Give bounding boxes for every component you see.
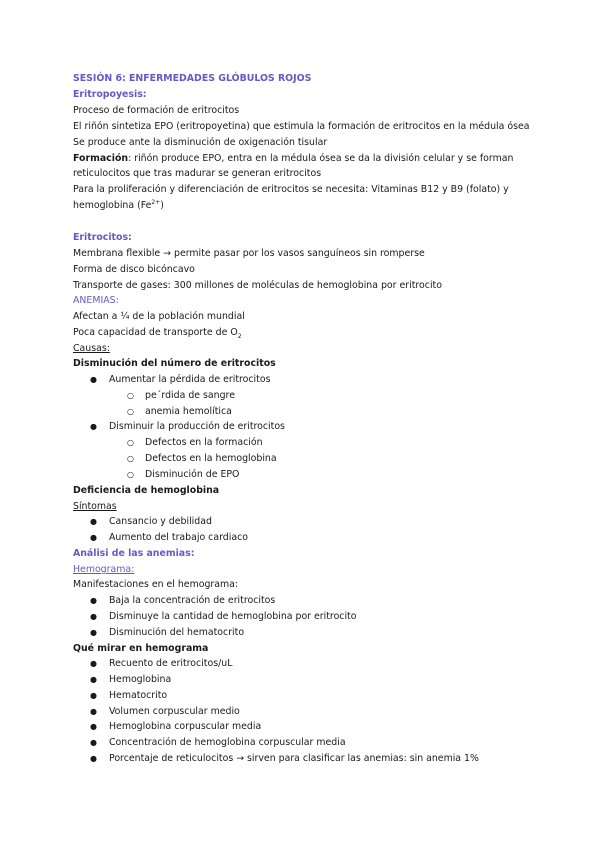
heading-anemias: ANEMIAS: — [73, 295, 119, 306]
heading-eritrocitos: Eritrocitos: — [73, 232, 132, 243]
list-item: pe´rdida de sangre — [145, 390, 235, 401]
text-line: Manifestaciones en el hemograma: — [73, 579, 239, 590]
list-item: Disminuir la producción de eritrocitos — [109, 421, 285, 432]
list-item: Defectos en la hemoglobina — [145, 453, 277, 464]
circle-bullet-icon: ○ — [127, 454, 134, 463]
circle-bullet-icon: ○ — [127, 470, 134, 479]
text-line: Membrana flexible → permite pasar por los vasos sanguíneos sin romperse — [73, 248, 425, 259]
list-item: Hematocrito — [109, 690, 168, 701]
heading-eritropoyesis: Eritropoyesis: — [73, 89, 147, 100]
bullet-icon: ● — [90, 659, 97, 668]
deficiencia-heading: Deficiencia de hemoglobina — [73, 485, 220, 496]
list-item: Aumentar la pérdida de eritrocitos — [109, 374, 271, 385]
bullet-icon: ● — [90, 707, 97, 716]
text-line — [73, 327, 242, 339]
text-line: Transporte de gases: 300 millones de moléculas de hemoglobina por eritrocito — [73, 280, 442, 291]
text-part: ) — [160, 200, 164, 211]
list-item: Aumento del trabajo cardiaco — [109, 532, 248, 543]
text-line: Forma de disco bicóncavo — [73, 264, 195, 275]
list-item: Cansancio y debilidad — [109, 516, 212, 527]
text-line: reticulocitos que tras madurar se generan eritrocitos — [73, 168, 322, 179]
sintomas-label: Síntomas — [73, 501, 117, 512]
list-item: Baja la concentración de eritrocitos — [109, 595, 276, 606]
subscript: 2 — [237, 332, 242, 340]
list-item: Concentración de hemoglobina corpuscular media — [109, 737, 346, 748]
heading-hemograma: Hemograma: — [73, 564, 135, 575]
text-line: Para la proliferación y diferenciación de eritrocitos se necesita: Vitaminas B12 y B9 (folato) y — [73, 184, 509, 195]
bullet-icon: ● — [90, 754, 97, 763]
bullet-icon: ● — [90, 691, 97, 700]
text-line: El riñón sintetiza EPO (eritropoyetina) que estimula la formación de eritrocitos en la médula ósea — [73, 121, 530, 132]
bullet-icon: ● — [90, 517, 97, 526]
bullet-icon: ● — [90, 375, 97, 384]
list-item: Porcentaje de reticulocitos → sirven para clasificar las anemias: sin anemia 1% — [109, 753, 479, 764]
circle-bullet-icon: ○ — [127, 407, 134, 416]
text-line-formacion — [73, 153, 513, 165]
text-line: Proceso de formación de eritrocitos — [73, 105, 240, 116]
list-item: Volumen corpuscular medio — [109, 706, 240, 717]
causas-label: Causas: — [73, 343, 110, 354]
list-item: Disminución del hematocrito — [109, 627, 245, 638]
page-title: SESIÓN 6: ENFERMEDADES GLÓBULOS ROJOS — [73, 73, 312, 84]
text-line — [73, 200, 164, 212]
bullet-icon: ● — [90, 628, 97, 637]
bullet-icon: ● — [90, 533, 97, 542]
bullet-icon: ● — [90, 675, 97, 684]
que-mirar-heading: Qué mirar en hemograma — [73, 643, 209, 654]
bullet-icon: ● — [90, 738, 97, 747]
formacion-label: Formación — [73, 153, 129, 164]
bullet-icon: ● — [90, 596, 97, 605]
list-item: Hemoglobina corpuscular media — [109, 721, 262, 732]
disminucion-heading: Disminución del número de eritrocitos — [73, 358, 276, 369]
bullet-icon: ● — [90, 422, 97, 431]
list-item: Disminuye la cantidad de hemoglobina por eritrocito — [109, 611, 357, 622]
text-line: Se produce ante la disminución de oxigenación tisular — [73, 137, 328, 148]
list-item: Recuento de eritrocitos/uL — [109, 658, 233, 669]
list-item: anemia hemolítica — [145, 406, 232, 417]
superscript: 2+ — [151, 198, 161, 206]
text-part: hemoglobina (Fe — [73, 200, 152, 211]
list-item: Disminución de EPO — [145, 469, 240, 480]
circle-bullet-icon: ○ — [127, 391, 134, 400]
list-item: Defectos en la formación — [145, 437, 263, 448]
text-part: Poca capacidad de transporte de O — [73, 327, 238, 338]
bullet-icon: ● — [90, 722, 97, 731]
formacion-text: : riñón produce EPO, entra en la médula ósea se da la división celular y se forman — [128, 153, 514, 164]
bullet-icon: ● — [90, 612, 97, 621]
circle-bullet-icon: ○ — [127, 438, 134, 447]
text-line: Afectan a ¼ de la población mundial — [73, 311, 245, 322]
list-item: Hemoglobina — [109, 674, 172, 685]
heading-analisis: Análisi de las anemias: — [73, 548, 195, 559]
